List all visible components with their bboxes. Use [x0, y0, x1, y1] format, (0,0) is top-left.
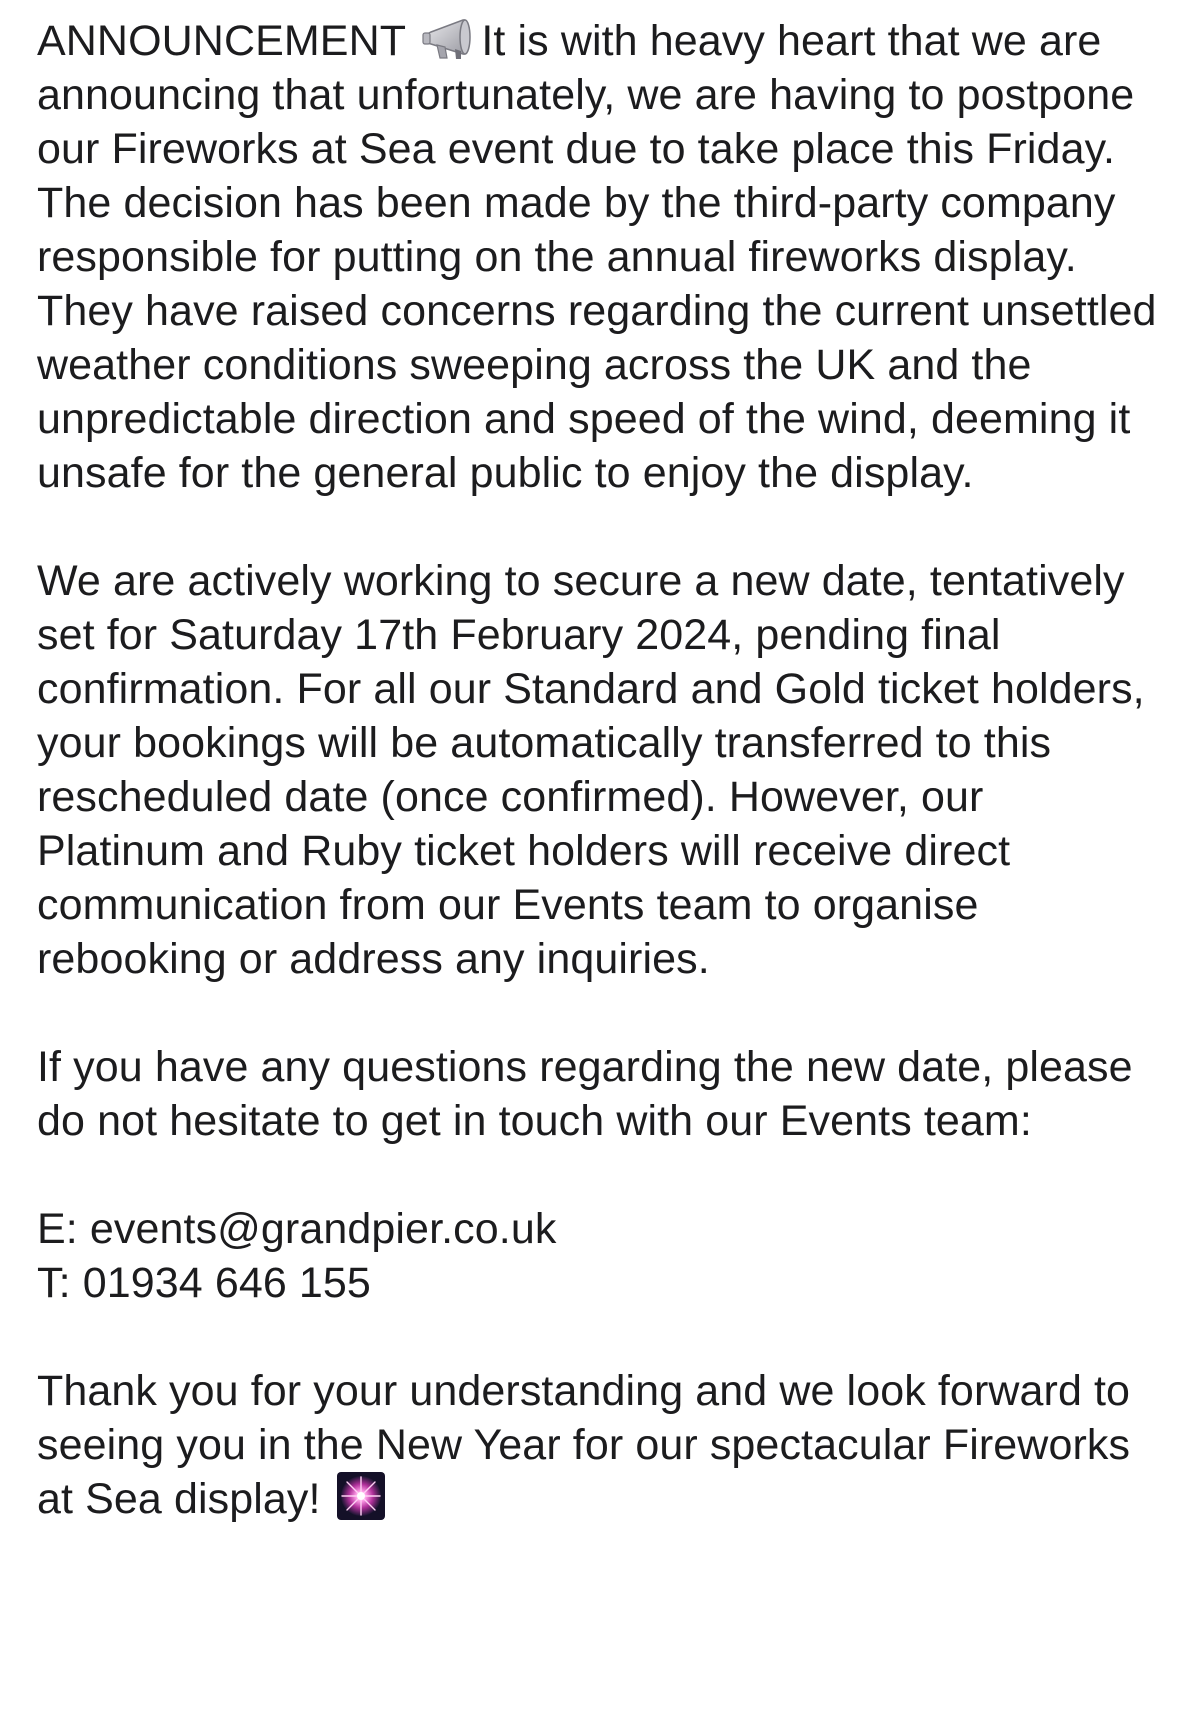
- announcement-post: [37, 14, 1162, 1526]
- paragraph-gap: [37, 1310, 1162, 1364]
- paragraph-closing: [37, 1364, 1162, 1526]
- paragraph4-text: Thank you for your understanding and we look forward to seeing you in the New Year for our spectacular Fireworks at Sea display!: [37, 1367, 1131, 1523]
- paragraph-questions: If you have any questions regarding the new date, please do not hesitate to get in touch with our Events team:: [37, 1043, 1133, 1145]
- paragraph-reschedule: We are actively working to secure a new date, tentatively set for Saturday 17th February 2024, pending final confirmation. For all our Standard and Gold ticket holders, your bookings will be automatically transferred to this rescheduled date (once confirmed). However, our Platinum and Ruby ticket holders will receive direct communication from our Events team to organise rebooking or address any inquiries.: [37, 557, 1145, 983]
- contact-block: [37, 1202, 1162, 1310]
- contact-email[interactable]: E: events@grandpier.co.uk: [37, 1205, 557, 1253]
- paragraph-gap: [37, 500, 1162, 554]
- paragraph-gap: [37, 1148, 1162, 1202]
- contact-phone[interactable]: T: 01934 646 155: [37, 1259, 371, 1307]
- paragraph-intro: [37, 14, 1162, 500]
- fireworks-icon: [337, 1472, 385, 1520]
- announcement-label: ANNOUNCEMENT: [37, 17, 406, 65]
- paragraph1-text: It is with heavy heart that we are announcing that unfortunately, we are having to postpone our Fireworks at Sea event due to take place this Friday. The decision has been made by the third-party company responsible for putting on the annual fireworks display. They have raised concerns regarding the current unsettled weather conditions sweeping across the UK and the unpredictable direction and speed of the wind, deeming it unsafe for the general public to enjoy the display.: [37, 17, 1157, 497]
- megaphone-icon: [421, 16, 477, 62]
- paragraph-gap: [37, 986, 1162, 1040]
